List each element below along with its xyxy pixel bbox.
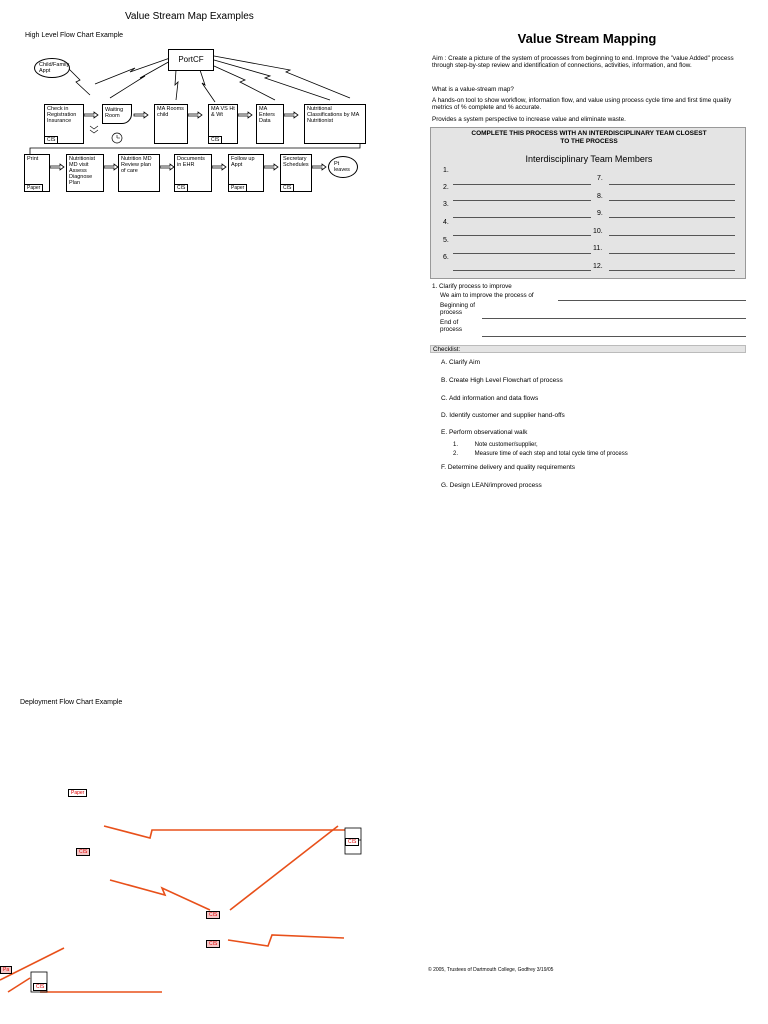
checklist-item: D. Identify customer and supplier hand-offs <box>441 412 565 419</box>
step-sub-tag: CIS <box>280 184 294 192</box>
checklist-item: B. Create High Level Flowchart of process <box>441 377 563 384</box>
team-num: 2. <box>443 184 449 191</box>
step-nutritional-class: Nutritional Classifications by MA Nutritionist <box>304 104 366 144</box>
team-line[interactable] <box>609 217 735 218</box>
checklist-subitem: 1. Note customer/supplier, <box>453 442 538 448</box>
step-sub-tag: CIS <box>208 136 222 144</box>
aim-line-label: We aim to improve the process of <box>440 292 534 299</box>
team-subheading: Interdisciplinary Team Members <box>525 154 653 164</box>
child-family-label: Child/Family Appt <box>39 62 70 74</box>
step-ma-rooms: MA Rooms child <box>154 104 188 144</box>
checklist-label: Checklist: <box>433 346 461 353</box>
team-line[interactable] <box>609 270 735 271</box>
team-line[interactable] <box>453 235 591 236</box>
team-num: 9. <box>597 210 603 217</box>
deployment-label: Deployment Flow Chart Example <box>20 699 123 706</box>
deploy-tag-cis: CIS <box>206 940 220 948</box>
checklist-bar <box>430 345 746 353</box>
deploy-tag-paper: Paper <box>68 789 87 797</box>
portcf-box <box>168 49 214 71</box>
team-line[interactable] <box>609 235 735 236</box>
end-label: End of process <box>440 319 463 333</box>
team-num: 4. <box>443 219 449 226</box>
team-num: 8. <box>597 193 603 200</box>
aim-line-field[interactable] <box>558 300 746 301</box>
team-num: 3. <box>443 201 449 208</box>
step-nutrition-review: Nutrition MD Review plan of care <box>118 154 160 192</box>
checklist-item: C. Add information and data flows <box>441 395 539 402</box>
end-field[interactable] <box>482 336 746 337</box>
page-title: Value Stream Map Examples <box>125 11 254 22</box>
step-sub-tag: Paper <box>228 184 247 192</box>
deploy-tag-cis: CIS <box>345 838 359 846</box>
deploy-tag-pa: Pa <box>0 966 12 974</box>
step-ma-enters: MA Enters Data <box>256 104 284 144</box>
deployment-lines <box>0 780 380 1024</box>
step-sub-tag: CIS <box>174 184 188 192</box>
deploy-tag-cis: CIS <box>76 848 90 856</box>
step-sub-tag: Paper <box>24 184 43 192</box>
high-level-label: High Level Flow Chart Example <box>25 32 124 39</box>
checklist-item: G. Design LEAN/improved process <box>441 482 542 489</box>
vsm-perspective: Provides a system perspective to increase value and eliminate waste. <box>432 116 626 123</box>
beginning-label: Beginning of process <box>440 302 476 316</box>
team-line[interactable] <box>453 217 591 218</box>
beginning-field[interactable] <box>482 318 746 319</box>
team-num: 7. <box>597 175 603 182</box>
team-line[interactable] <box>609 200 735 201</box>
step-waiting: Waiting Room <box>102 104 132 124</box>
vsm-question: What is a value-stream map? <box>432 86 514 93</box>
step-documents-ehr: Documents in EHR CIS <box>174 154 212 192</box>
team-num: 12. <box>593 263 603 270</box>
step-secretary: Secretary Schedules CIS <box>280 154 312 192</box>
checklist-item: A. Clarify Aim <box>441 359 481 366</box>
team-num: 11. <box>593 245 603 252</box>
clarify-heading: 1. Clarify process to improve <box>432 283 512 290</box>
vsm-aim: Aim : Create a picture of the system of processes from beginning to end. Improve the "value Added" process through step-by-step review and identification of connections, activities, information, and flow. <box>432 55 734 69</box>
team-line[interactable] <box>453 270 591 271</box>
vsm-definition: A hands-on tool to show workflow, information flow, and value using process cycle time and first time quality metrics of % complete and % accurate. <box>432 97 732 111</box>
step-print: Print Paper <box>24 154 50 192</box>
team-line[interactable] <box>609 184 735 185</box>
checklist-item: F. Determine delivery and quality requirements <box>441 464 576 471</box>
step-follow-up: Follow up Appt Paper <box>228 154 264 192</box>
deploy-tag-cis: CIS <box>206 911 220 919</box>
footer-copyright: © 2005, Trustees of Dartmouth College, Godfrey 3/19/05 <box>428 967 554 973</box>
vsm-title: Value Stream Mapping <box>517 31 657 46</box>
portcf-label: PortCF <box>178 55 204 64</box>
team-line[interactable] <box>453 200 591 201</box>
team-line[interactable] <box>609 253 735 254</box>
pt-leaves-oval: Pt leaves <box>328 156 358 178</box>
step-ma-vs: MA VS Ht & Wt CIS <box>208 104 238 144</box>
team-num: 5. <box>443 237 449 244</box>
team-panel <box>430 127 746 279</box>
team-num: 1. <box>443 167 449 174</box>
step-nutritionist-visit: Nutritionist MD visit Assess Diagnose Plan <box>66 154 104 192</box>
deploy-tag-cis: CIS <box>33 983 47 991</box>
checklist-subitem: 2. Measure time of each step and total cycle time of process <box>453 451 628 457</box>
team-num: 10. <box>593 228 603 235</box>
checklist-item: E. Perform observational walk <box>441 429 528 436</box>
team-line[interactable] <box>453 253 591 254</box>
team-num: 6. <box>443 254 449 261</box>
child-family-oval <box>34 58 70 78</box>
step-checkin: Check in Registration Insurance CIS <box>44 104 84 144</box>
team-line[interactable] <box>453 184 591 185</box>
team-heading: COMPLETE THIS PROCESS WITH AN INTERDISCIPLINARY TEAM CLOSEST TO THE PROCESS <box>471 130 707 145</box>
step-sub-tag: CIS <box>44 136 58 144</box>
